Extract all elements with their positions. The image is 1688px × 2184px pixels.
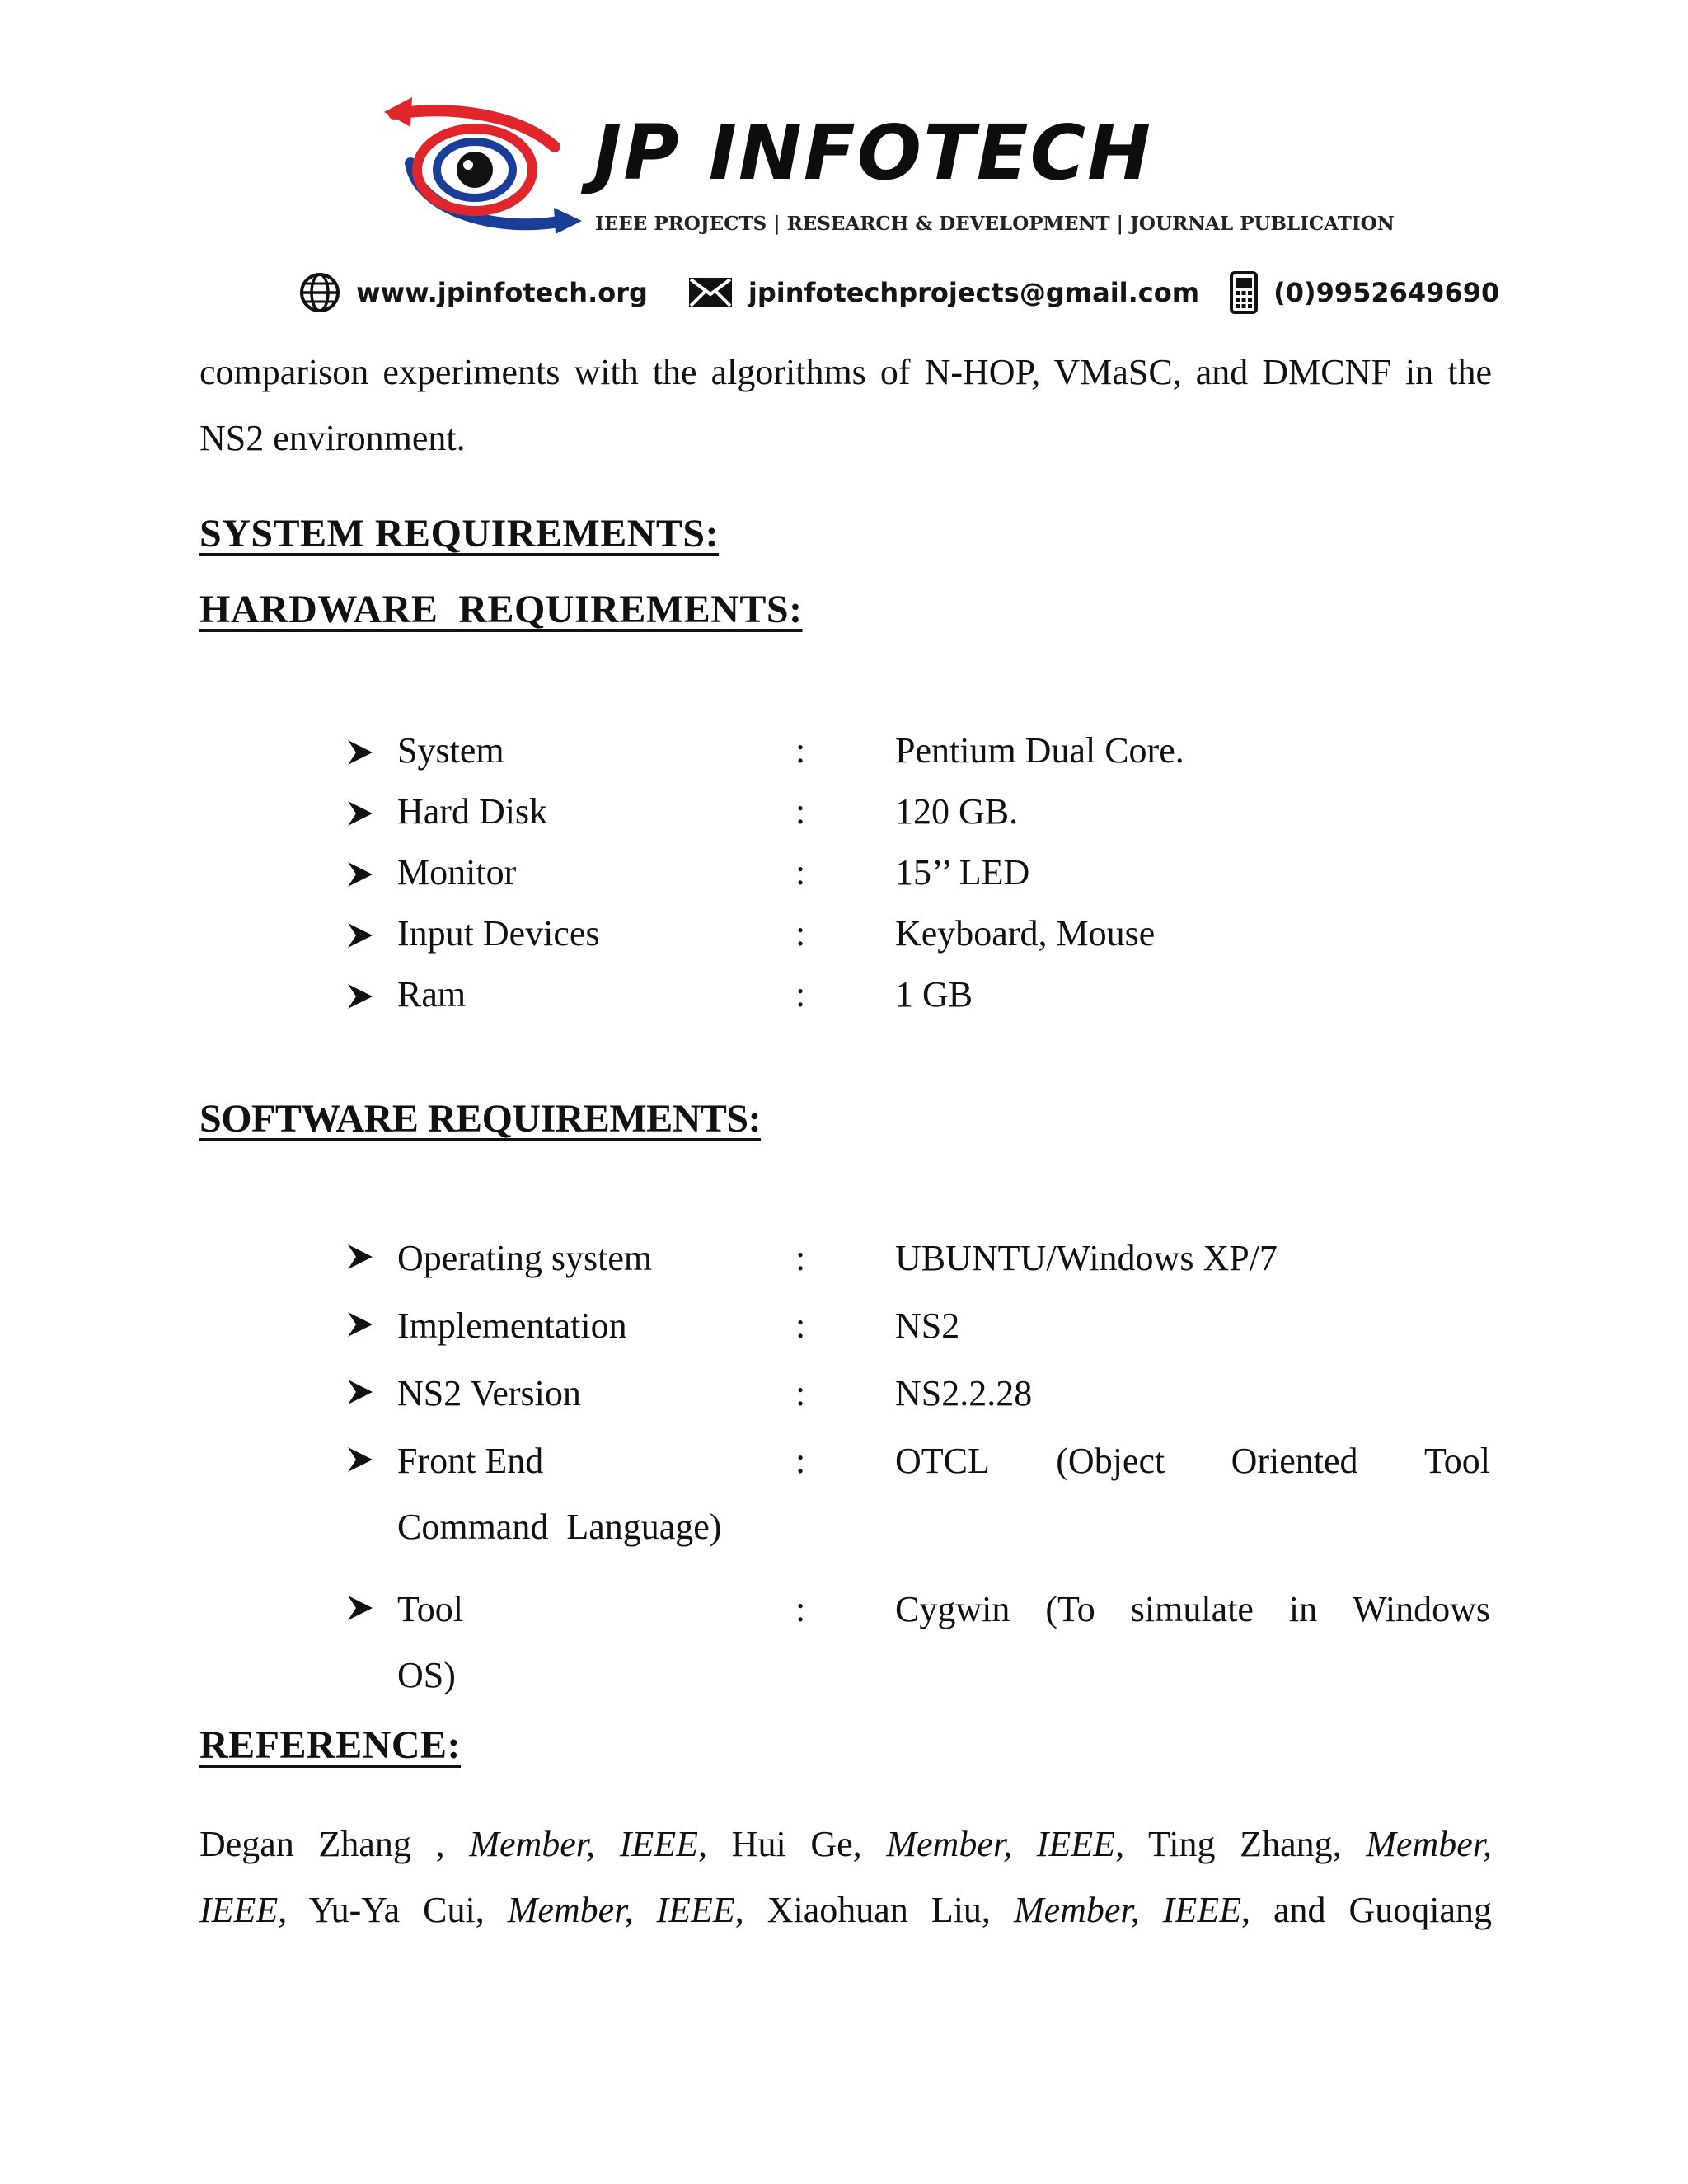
value-word: Oriented [1231, 1441, 1358, 1481]
member-text: IEEE [199, 1890, 279, 1930]
list-item [346, 720, 1492, 781]
req-name: Ram [397, 974, 467, 1015]
req-colon: : [795, 1441, 806, 1481]
req-value: 15’’ LED [895, 852, 1030, 893]
req-name: NS2 Version [397, 1373, 581, 1413]
logo-emblem-icon [377, 97, 584, 237]
list-item [346, 1360, 1492, 1427]
author-text: , Ting Zhang, [1115, 1824, 1342, 1864]
reference-heading: REFERENCE: [199, 1723, 462, 1767]
req-colon: : [795, 913, 806, 954]
list-item [346, 964, 1492, 1025]
req-colon: : [795, 1373, 806, 1413]
member-text: Member, IEEE [507, 1890, 735, 1930]
envelope-icon [687, 276, 734, 309]
email-contact[interactable] [687, 276, 1199, 309]
value-word: in [1288, 1589, 1318, 1629]
req-colon: : [795, 974, 806, 1015]
reference-paragraph [199, 1811, 1492, 1943]
arrow-bullet-icon [346, 1594, 374, 1622]
list-item [346, 1427, 1492, 1576]
req-name: Hard Disk [397, 791, 548, 832]
arrow-bullet-icon [346, 799, 374, 827]
contact-row [298, 272, 1500, 313]
req-value-continuation: Command Language) [397, 1507, 722, 1547]
brand-tagline: IEEE PROJECTS | RESEARCH & DEVELOPMENT | JOURNAL PUBLICATION [595, 213, 1395, 235]
member-text: Member, [1366, 1824, 1493, 1864]
req-value: Keyboard, Mouse [895, 913, 1156, 954]
arrow-bullet-icon [346, 982, 374, 1010]
req-name: Implementation [397, 1305, 627, 1346]
software-list [346, 1225, 1492, 1724]
req-value: 120 GB. [895, 791, 1019, 832]
req-colon: : [795, 1305, 806, 1346]
req-colon: : [795, 852, 806, 893]
arrow-bullet-icon [346, 921, 374, 949]
req-value [895, 1576, 1490, 1643]
req-value: NS2.2.28 [895, 1373, 1033, 1413]
req-name: Operating system [397, 1238, 653, 1278]
website-contact[interactable] [298, 271, 648, 314]
list-item [346, 1225, 1492, 1292]
member-text: Member, IEEE [469, 1824, 698, 1864]
phone-text: (0)9952649690 [1273, 277, 1500, 308]
hardware-requirements-heading: HARDWARE REQUIREMENTS: [199, 588, 803, 631]
value-word: Windows [1353, 1589, 1490, 1629]
value-word: OTCL [895, 1441, 990, 1481]
phone-contact[interactable] [1229, 270, 1499, 315]
list-item [346, 1292, 1492, 1360]
email-text: jpinfotechprojects@gmail.com [748, 277, 1200, 308]
value-word: (To [1045, 1589, 1095, 1629]
req-value: UBUNTU/Windows XP/7 [895, 1238, 1278, 1278]
req-name: System [397, 730, 504, 771]
req-colon: : [795, 1238, 806, 1278]
req-value-continuation: OS) [397, 1655, 456, 1695]
phone-icon [1229, 270, 1259, 315]
value-word: simulate [1130, 1589, 1254, 1629]
intro-paragraph: comparison experiments with the algorithms of N-HOP, VMaSC, and DMCNF in the NS2 environment. [199, 352, 1492, 458]
arrow-bullet-icon [346, 738, 374, 766]
arrow-bullet-icon [346, 1378, 374, 1406]
req-colon: : [795, 730, 806, 771]
hardware-list [346, 720, 1492, 1025]
list-item [346, 1576, 1492, 1724]
req-value: NS2 [895, 1305, 960, 1346]
req-value [895, 1427, 1490, 1495]
author-text: , Hui Ge, [698, 1824, 862, 1864]
arrow-bullet-icon [346, 860, 374, 888]
req-name: Tool [397, 1589, 464, 1629]
brand-name: JP INFOTECH [593, 109, 1153, 197]
author-text: Degan Zhang , [199, 1824, 445, 1864]
req-value: Pentium Dual Core. [895, 730, 1184, 771]
arrow-bullet-icon [346, 1243, 374, 1271]
software-requirements-heading: SOFTWARE REQUIREMENTS: [199, 1097, 762, 1141]
req-colon: : [795, 1589, 806, 1629]
req-colon: : [795, 791, 806, 832]
arrow-bullet-icon [346, 1310, 374, 1338]
value-word: Tool [1423, 1441, 1490, 1481]
member-text: Member, IEEE [1013, 1890, 1241, 1930]
system-requirements-heading: SYSTEM REQUIREMENTS: [199, 512, 720, 555]
list-item [346, 781, 1492, 842]
value-word: Cygwin [895, 1589, 1010, 1629]
reference-line-1 [199, 1811, 1492, 1877]
author-text: , Yu-Ya Cui, [278, 1890, 485, 1930]
author-text: , and Guoqiang [1240, 1890, 1493, 1930]
website-text: www.jpinfotech.org [356, 277, 648, 308]
arrow-bullet-icon [346, 1446, 374, 1474]
req-name: Front End [397, 1441, 544, 1481]
list-item [346, 842, 1492, 903]
member-text: Member, IEEE [886, 1824, 1116, 1864]
author-text: , Xiaohuan Liu, [734, 1890, 991, 1930]
value-word: (Object [1056, 1441, 1165, 1481]
req-value: 1 GB [895, 974, 973, 1015]
reference-line-2 [199, 1877, 1492, 1943]
req-name: Monitor [397, 852, 517, 893]
list-item [346, 903, 1492, 964]
req-name: Input Devices [397, 913, 600, 954]
globe-icon [298, 271, 341, 314]
